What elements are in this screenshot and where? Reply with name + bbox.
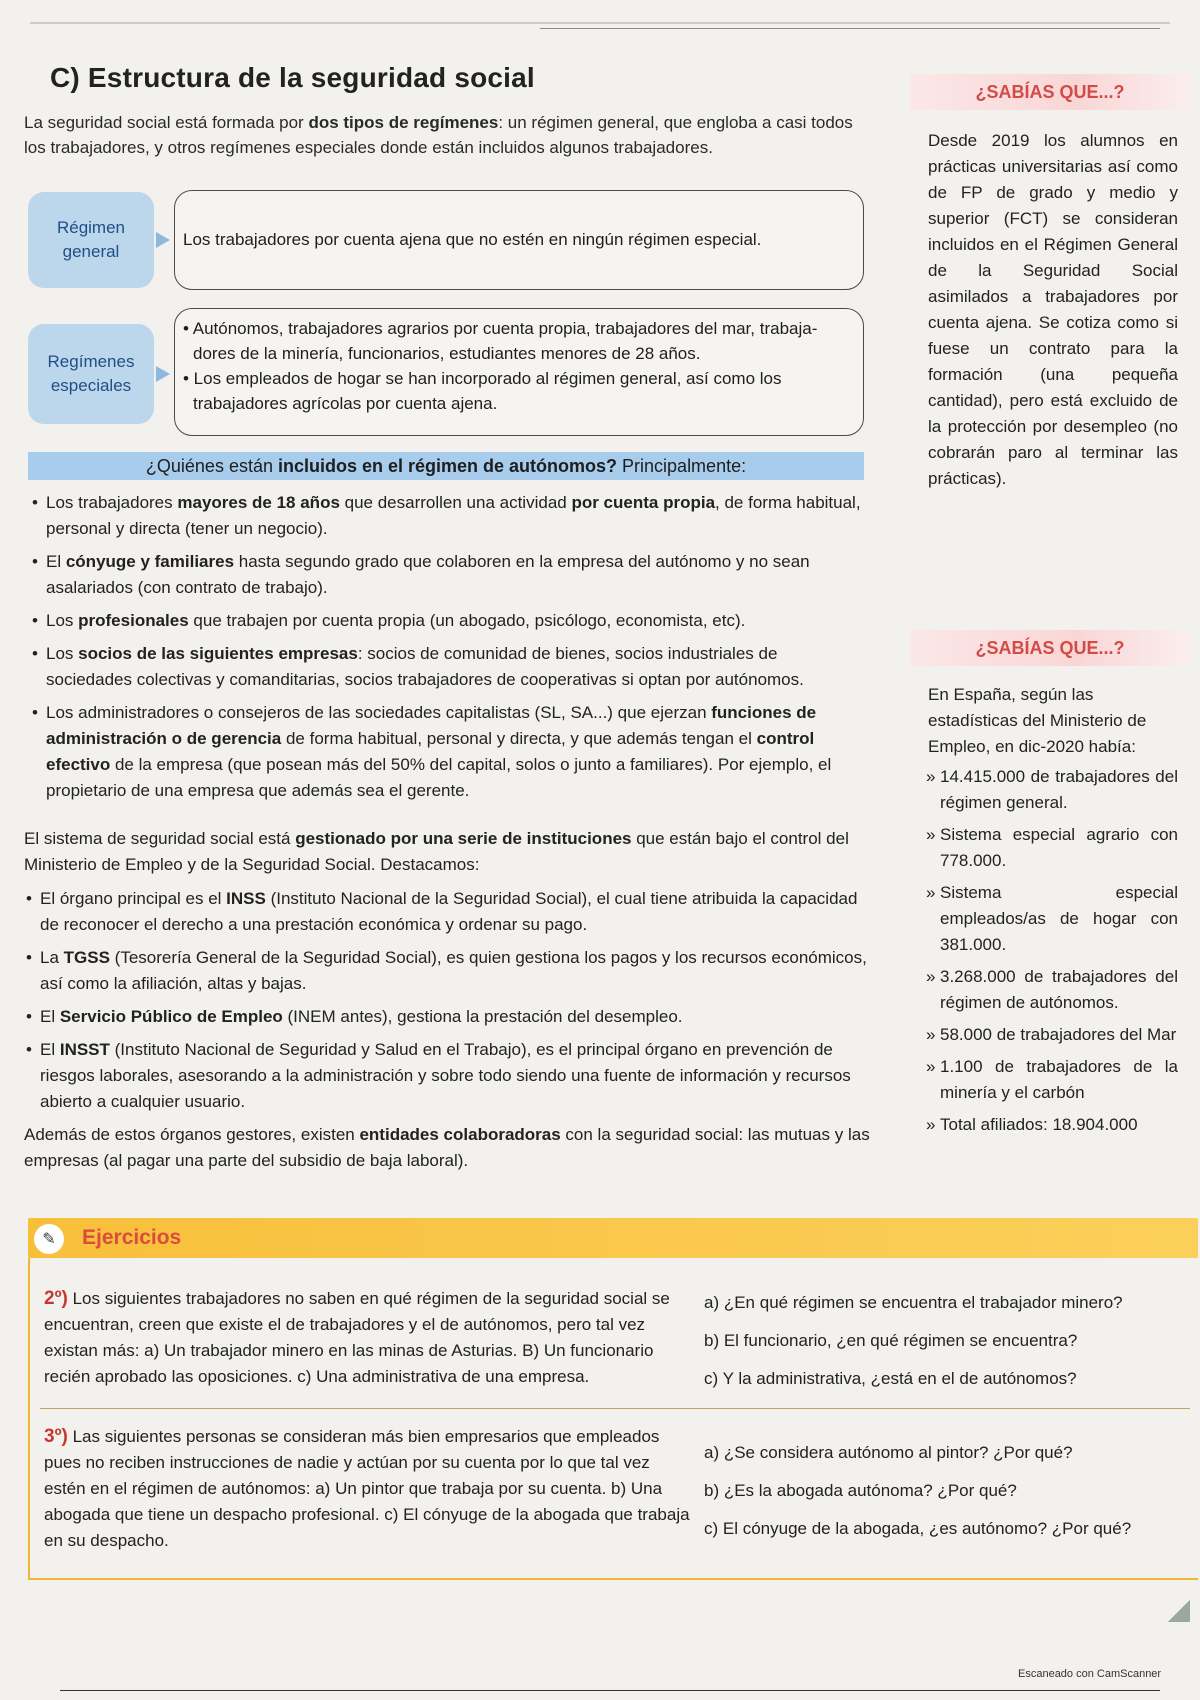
ejercicios-header xyxy=(28,1218,1198,1258)
question-item: b) ¿Es la abogada autónoma? ¿Por qué? xyxy=(704,1481,1017,1500)
exercise-2-text xyxy=(44,1286,694,1390)
regimenes-especiales-box xyxy=(174,308,864,436)
question-item: a) ¿Se considera autónomo al pintor? ¿Por qué? xyxy=(704,1443,1073,1462)
text: , de forma habitual, personal y directa (tener un negocio). xyxy=(46,493,861,538)
bold-text: control efectivo xyxy=(46,729,815,774)
list-item xyxy=(30,549,866,601)
regimen-general-label-line2: general xyxy=(62,242,120,261)
list-item xyxy=(24,1004,870,1030)
bold-text: por cuenta propia xyxy=(571,493,716,512)
gestion-closing xyxy=(24,1122,870,1174)
list-item xyxy=(24,1037,870,1115)
stat-item: » 3.268.000 de trabajadores del régimen de autónomos. xyxy=(928,964,1178,1016)
sabias-que-title-1: ¿SABÍAS QUE...? xyxy=(910,74,1190,110)
text: hasta segundo grado que colaboren en la empresa del autónomo y no sean asalariados (con contrato de trabajo). xyxy=(46,552,810,597)
arrow-right-icon xyxy=(156,366,170,382)
regimenes-especiales-label-line2: especiales xyxy=(50,376,132,395)
text: Además de estos órganos gestores, existen xyxy=(24,1125,360,1144)
text: (Tesorería General de la Seguridad Social), es quien gestiona los pagos y los recursos económicos, así como la afiliación, altas y bajas. xyxy=(40,948,867,993)
bold-text: mayores de 18 años xyxy=(177,493,340,512)
scanner-watermark: Escaneado con CamScanner xyxy=(1018,1668,1162,1680)
list-item xyxy=(30,641,866,693)
text: que desarrollen una actividad xyxy=(339,493,572,512)
intro-bold: dos tipos de regímenes xyxy=(308,113,499,132)
bold-text: entidades colaboradoras xyxy=(359,1125,561,1144)
gestion-paragraph xyxy=(24,826,870,878)
regimen-general-box xyxy=(174,190,864,290)
autonomos-header-b: incluidos en el régimen de autónomos? xyxy=(277,456,618,476)
exercise-3-questions xyxy=(704,1440,1184,1554)
bold-text: funciones de administración o de gerencia xyxy=(46,703,817,748)
especiales-item1-line1: • Autónomos, trabajadores agrarios por cuenta propia, trabajadores del mar, trabaja- xyxy=(183,319,818,338)
top-rule xyxy=(30,22,1170,24)
ejercicios-border-left xyxy=(28,1258,30,1580)
text: de la empresa (que posean más del 50% del capital, solos o junto a familiares). Por ejemplo, el propietario de una empresa que además sea el gerente. xyxy=(46,755,832,800)
ejercicios-border-bottom xyxy=(28,1578,1198,1580)
text: con la seguridad social: las mutuas y las empresas (al pagar una parte del subsidio de baja laboral). xyxy=(24,1125,870,1170)
question-item: c) El cónyuge de la abogada, ¿es autónomo? ¿Por qué? xyxy=(704,1519,1132,1538)
regimen-general-label-line1: Régimen xyxy=(56,218,126,237)
pencil-icon: ✎ xyxy=(34,1224,64,1254)
question-item: c) Y la administrativa, ¿está en el de autónomos? xyxy=(704,1369,1077,1388)
sabias-que-stats xyxy=(928,682,1178,1138)
intro-text-end: : un régimen general, que engloba a casi todos los trabajadores, y otros regímenes especiales donde están incluidos algunos trabajadores. xyxy=(24,113,853,157)
intro-text: La seguridad social está formada por xyxy=(24,113,309,132)
autonomos-header-a: ¿Quiénes están xyxy=(145,456,278,476)
exercise-2-number: 2º) xyxy=(44,1288,68,1309)
bold-text: cónyuge y familiares xyxy=(65,552,235,571)
text: Los administradores o consejeros de las sociedades capitalistas (SL, SA...) que ejerzan xyxy=(46,703,712,722)
question-item: a) ¿En qué régimen se encuentra el trabajador minero? xyxy=(704,1293,1123,1312)
bold-text: INSST xyxy=(59,1040,110,1059)
especiales-item1-line2: dores de la minería, funcionarios, estudiantes menores de 28 años. xyxy=(193,344,701,363)
list-item xyxy=(24,886,870,938)
text: El xyxy=(46,552,66,571)
regimenes-especiales-label-line1: Regímenes xyxy=(47,352,135,371)
exercise-3-text xyxy=(44,1424,694,1554)
text: Los xyxy=(46,644,79,663)
page-corner-icon xyxy=(1168,1600,1190,1622)
gestion-section xyxy=(24,826,870,1174)
top-rule-secondary xyxy=(540,28,1160,29)
exercise-3-number: 3º) xyxy=(44,1426,68,1447)
ejercicios-divider xyxy=(40,1408,1190,1409)
autonomos-list xyxy=(30,490,866,811)
especiales-item2-line2: trabajadores agrícolas por cuenta ajena. xyxy=(193,394,498,413)
text: : socios de comunidad de bienes, socios industriales de sociedades colectivas y comanditarias, socios trabajadores de cooperativas si optan por autónomos. xyxy=(46,644,804,689)
text: El xyxy=(40,1007,60,1026)
bold-text: INSS xyxy=(226,889,266,908)
sabias-que-text-1: Desde 2019 los alumnos en prácticas universitarias así como de FP de grado y medio y superior (FCT) se consideran incluidos en el Régimen General de la Seguridad Social asimilados a trabajadores por cuenta ajena. Se cotiza como si fuese un contrato para la formación (una pequeña cantidad), pero está excluido de la protección por desempleo (no cobrarán paro al terminar las prácticas). xyxy=(928,131,1178,488)
text: (Instituto Nacional de Seguridad y Salud en el Trabajo), es el principal órgano en prevención de riesgos laborales, asesorando a la administración y sobre todo siendo una fuente de información y recursos abierto a cualquier usuario. xyxy=(40,1040,851,1111)
stat-item: » 58.000 de trabajadores del Mar xyxy=(928,1022,1178,1048)
bottom-rule xyxy=(60,1690,1160,1691)
stat-item: » Total afiliados: 18.904.000 xyxy=(928,1112,1178,1138)
text: que están bajo el control del Ministerio de Empleo y de la Seguridad Social. Destacamos: xyxy=(24,829,849,874)
exercise-3-body: Las siguientes personas se consideran más bien empresarios que empleados pues no reciben instrucciones de nadie y actúan por su cuenta por lo que tal vez estén en el régimen de autónomos: a) Un pintor que trabaja por su cuenta. b) Una abogada que tiene un despacho profesional. c) El cónyuge de la abogada que trabaja en su despacho. xyxy=(44,1427,690,1550)
autonomos-header-c: Principalmente: xyxy=(617,456,747,476)
text: (INEM antes), gestiona la prestación del desempleo. xyxy=(282,1007,683,1026)
text: El sistema de seguridad social está xyxy=(24,829,296,848)
text: de forma habitual, personal y directa, y que además tengan el xyxy=(281,729,757,748)
bold-text: socios de las siguientes empresas xyxy=(78,644,358,663)
stats-intro: En España, según las estadísticas del Ministerio de Empleo, en dic-2020 había: xyxy=(928,685,1147,756)
bold-text: gestionado por una serie de instituciones xyxy=(295,829,632,848)
text: Los xyxy=(46,611,79,630)
text: que trabajen por cuenta propia (un abogado, psicólogo, economista, etc). xyxy=(188,611,746,630)
ejercicios-title: Ejercicios xyxy=(82,1226,182,1249)
text: El órgano principal es el xyxy=(40,889,227,908)
stat-item: » 1.100 de trabajadores de la minería y el carbón xyxy=(928,1054,1178,1106)
question-item: b) El funcionario, ¿en qué régimen se encuentra? xyxy=(704,1331,1078,1350)
section-title: C) Estructura de la seguridad social xyxy=(50,62,535,93)
list-item xyxy=(24,945,870,997)
bold-text: Servicio Público de Empleo xyxy=(59,1007,283,1026)
stat-item: » Sistema especial agrario con 778.000. xyxy=(928,822,1178,874)
exercise-2-body: Los siguientes trabajadores no saben en qué régimen de la seguridad social se encuentran, creen que existe el de trabajadores y el de autónomos, pero tal vez existan más: a) Un trabajador minero en las minas de Asturias. B) Un funcionario recién aprobado las oposiciones. c) Una administrativa de una empresa. xyxy=(44,1289,670,1386)
intro-paragraph xyxy=(24,110,874,160)
regimenes-especiales-label xyxy=(28,324,154,424)
text: El xyxy=(40,1040,60,1059)
bold-text: TGSS xyxy=(63,948,110,967)
regimen-general-label xyxy=(28,192,154,288)
list-item xyxy=(30,700,866,804)
text: Los trabajadores xyxy=(46,493,178,512)
especiales-item2-line1: • Los empleados de hogar se han incorporado al régimen general, así como los xyxy=(183,369,782,388)
stat-item: » Sistema especial empleados/as de hogar con 381.000. xyxy=(928,880,1178,958)
autonomos-header xyxy=(28,452,864,480)
text: La xyxy=(40,948,64,967)
stat-item: » 14.415.000 de trabajadores del régimen general. xyxy=(928,764,1178,816)
exercise-2-questions xyxy=(704,1290,1184,1404)
text: (Instituto Nacional de la Seguridad Social), el cual tiene atribuida la capacidad de reconocer el derecho a una prestación económica y ordenar su pago. xyxy=(40,889,858,934)
list-item xyxy=(30,608,866,634)
list-item xyxy=(30,490,866,542)
sabias-que-title-2: ¿SABÍAS QUE...? xyxy=(910,630,1190,666)
bold-text: profesionales xyxy=(78,611,189,630)
arrow-right-icon xyxy=(156,232,170,248)
regimen-general-text: Los trabajadores por cuenta ajena que no estén en ningún régimen especial. xyxy=(183,230,762,249)
